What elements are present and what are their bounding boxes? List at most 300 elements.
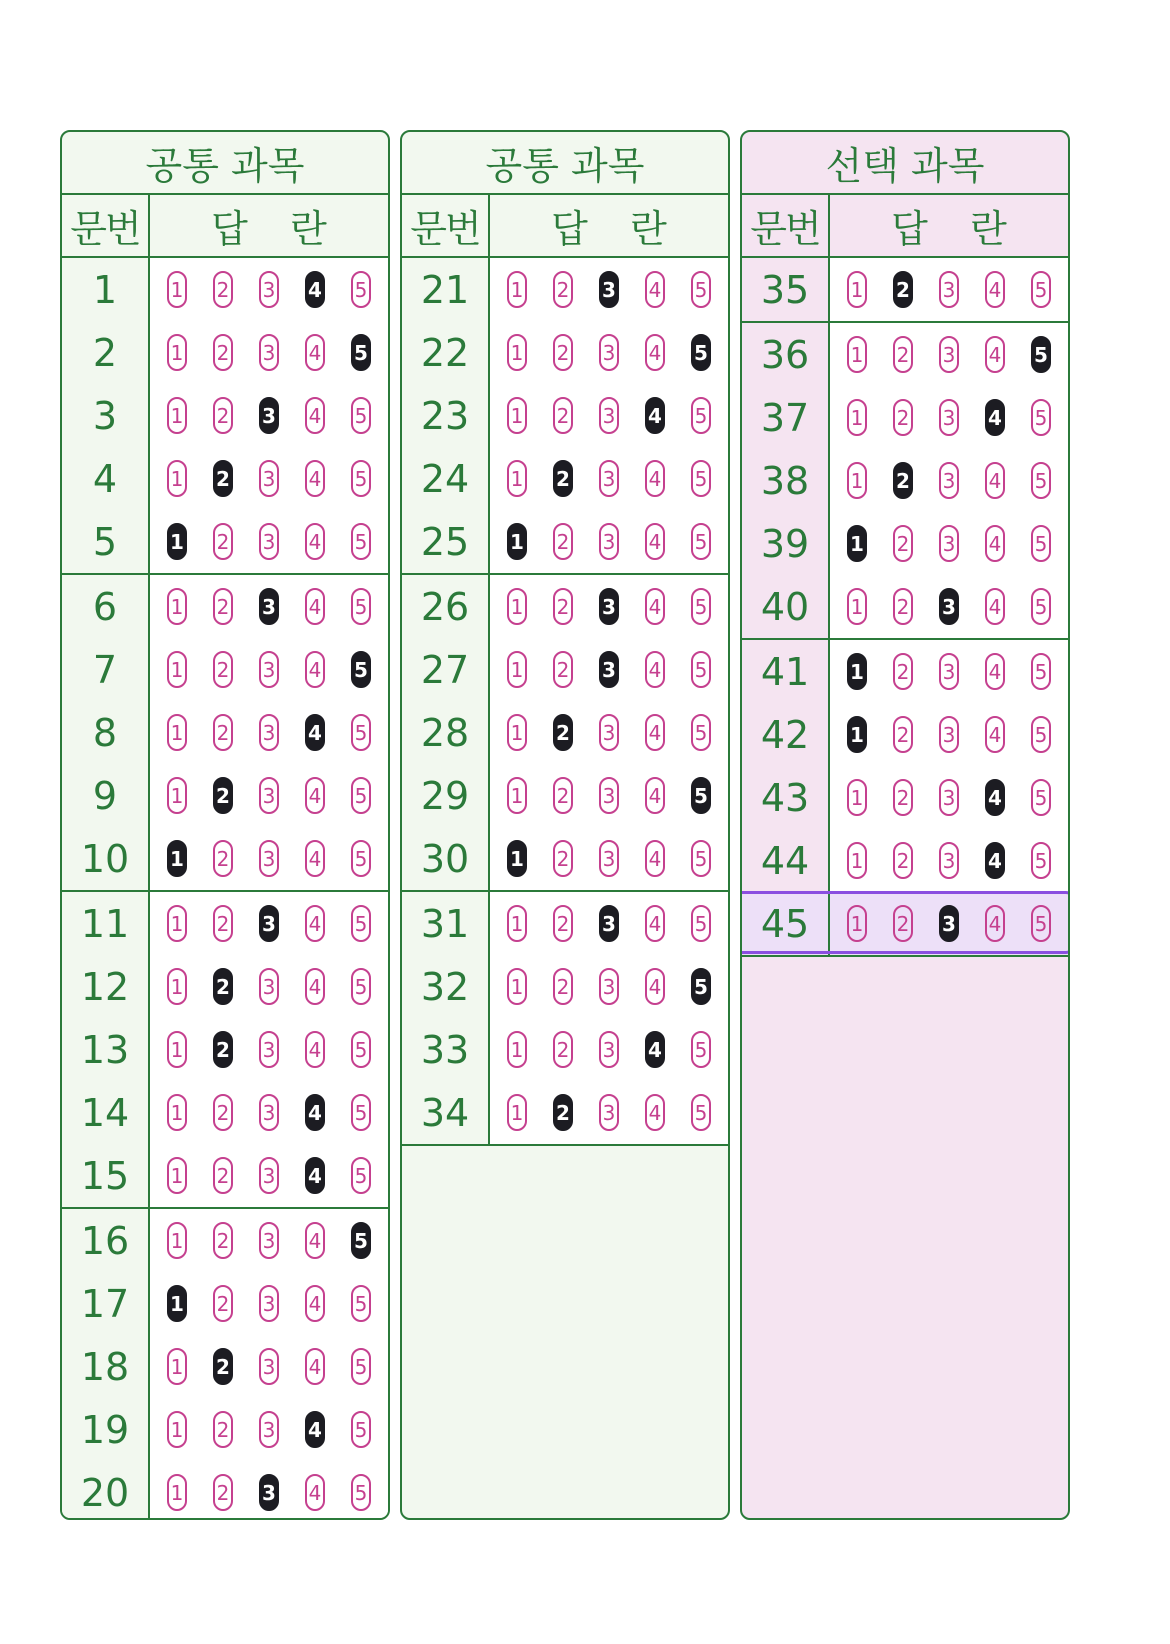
- answer-bubble[interactable]: 2: [213, 1222, 233, 1259]
- answer-options: [150, 1335, 388, 1398]
- question-row: [402, 638, 728, 701]
- question-number: 30: [402, 827, 490, 890]
- marked-answer-bubble[interactable]: 1: [167, 523, 187, 560]
- answer-bubble[interactable]: 2: [553, 523, 573, 560]
- answer-bubble[interactable]: 2: [893, 779, 913, 816]
- answer-bubble[interactable]: 3: [599, 840, 619, 877]
- question-row: [62, 384, 388, 447]
- marked-answer-bubble[interactable]: 2: [893, 462, 913, 499]
- marked-answer-bubble[interactable]: 3: [599, 905, 619, 942]
- question-row: [402, 510, 728, 573]
- answer-bubble[interactable]: 3: [259, 460, 279, 497]
- answer-bubble[interactable]: 2: [893, 905, 913, 942]
- answer-bubble[interactable]: 5: [351, 460, 371, 497]
- answer-bubble[interactable]: 4: [645, 334, 665, 371]
- answer-column-3: [740, 130, 1070, 1520]
- answer-bubble[interactable]: 5: [691, 271, 711, 308]
- answer-bubble[interactable]: 4: [645, 905, 665, 942]
- answer-options: [150, 258, 388, 321]
- marked-answer-bubble[interactable]: 1: [507, 523, 527, 560]
- answer-bubble[interactable]: 5: [351, 1285, 371, 1322]
- answer-bubble[interactable]: 1: [847, 336, 867, 373]
- marked-answer-bubble[interactable]: 4: [985, 842, 1005, 879]
- answer-bubble[interactable]: 2: [213, 1157, 233, 1194]
- question-number: 8: [62, 701, 150, 764]
- question-row: [742, 640, 1068, 703]
- answer-bubble[interactable]: 3: [599, 968, 619, 1005]
- answer-bubble[interactable]: 1: [507, 777, 527, 814]
- answer-bubble[interactable]: 5: [1031, 842, 1051, 879]
- answer-bubble[interactable]: 1: [847, 905, 867, 942]
- question-row: [742, 258, 1068, 321]
- answer-bubble[interactable]: 1: [847, 842, 867, 879]
- answer-bubble[interactable]: 5: [351, 714, 371, 751]
- answer-bubble[interactable]: 5: [1031, 462, 1051, 499]
- answer-bubble[interactable]: 4: [305, 460, 325, 497]
- answer-bubble[interactable]: 3: [939, 716, 959, 753]
- answer-bubble[interactable]: 4: [985, 716, 1005, 753]
- question-row: [62, 701, 388, 764]
- answer-bubble[interactable]: 1: [847, 779, 867, 816]
- answer-bubble[interactable]: 4: [645, 1094, 665, 1131]
- marked-answer-bubble[interactable]: 3: [939, 588, 959, 625]
- answer-bubble[interactable]: 1: [167, 1348, 187, 1385]
- marked-answer-bubble[interactable]: 4: [985, 779, 1005, 816]
- marked-answer-bubble[interactable]: 3: [599, 588, 619, 625]
- answer-column-1: [60, 130, 390, 1520]
- answer-options: [150, 892, 388, 955]
- answer-bubble[interactable]: 1: [167, 460, 187, 497]
- marked-answer-bubble[interactable]: 4: [305, 714, 325, 751]
- answer-bubble[interactable]: 4: [985, 905, 1005, 942]
- answer-options: [150, 447, 388, 510]
- question-group: [742, 640, 1068, 957]
- answer-bubble[interactable]: 3: [939, 653, 959, 690]
- answer-bubble[interactable]: 1: [507, 968, 527, 1005]
- answer-bubble[interactable]: 2: [553, 1031, 573, 1068]
- question-row: [62, 1335, 388, 1398]
- answer-bubble[interactable]: 4: [985, 525, 1005, 562]
- answer-bubble[interactable]: 3: [259, 714, 279, 751]
- answer-bubble[interactable]: 3: [259, 1157, 279, 1194]
- answer-bubble[interactable]: 5: [691, 397, 711, 434]
- marked-answer-bubble[interactable]: 2: [213, 968, 233, 1005]
- question-group: [742, 323, 1068, 640]
- answer-bubble[interactable]: 2: [213, 334, 233, 371]
- answer-bubble[interactable]: 5: [691, 523, 711, 560]
- question-group: [62, 258, 388, 575]
- answer-bubble[interactable]: 5: [691, 1094, 711, 1131]
- answer-bubble[interactable]: 5: [351, 1411, 371, 1448]
- answer-options: [150, 764, 388, 827]
- answer-bubble[interactable]: 4: [645, 523, 665, 560]
- answer-bubble[interactable]: 1: [507, 334, 527, 371]
- marked-answer-bubble[interactable]: 5: [691, 968, 711, 1005]
- question-row: [62, 258, 388, 321]
- answer-bubble[interactable]: 2: [893, 653, 913, 690]
- answer-bubble[interactable]: 2: [893, 525, 913, 562]
- answer-bubble[interactable]: 3: [259, 968, 279, 1005]
- answer-bubble[interactable]: 2: [213, 840, 233, 877]
- answer-column-2: [400, 130, 730, 1520]
- answer-bubble[interactable]: 2: [213, 588, 233, 625]
- marked-answer-bubble[interactable]: 1: [507, 840, 527, 877]
- answer-bubble[interactable]: 5: [1031, 716, 1051, 753]
- answer-options: [490, 638, 728, 701]
- question-row: [742, 386, 1068, 449]
- answer-bubble[interactable]: 4: [305, 334, 325, 371]
- answer-bubble[interactable]: 2: [213, 1411, 233, 1448]
- answer-bubble[interactable]: 2: [213, 905, 233, 942]
- answer-header-char: 란: [290, 207, 327, 251]
- answer-bubble[interactable]: 3: [599, 523, 619, 560]
- answer-bubble[interactable]: 3: [599, 714, 619, 751]
- answer-bubble[interactable]: 3: [259, 1348, 279, 1385]
- marked-answer-bubble[interactable]: 2: [213, 460, 233, 497]
- answer-bubble[interactable]: 1: [167, 1411, 187, 1448]
- answer-bubble[interactable]: 4: [305, 968, 325, 1005]
- answer-bubble[interactable]: 3: [259, 1222, 279, 1259]
- answer-bubble[interactable]: 2: [553, 397, 573, 434]
- answer-options: [830, 512, 1068, 575]
- answer-bubble[interactable]: 4: [645, 777, 665, 814]
- marked-answer-bubble[interactable]: 3: [939, 905, 959, 942]
- question-group: [62, 1209, 388, 1520]
- answer-bubble[interactable]: 5: [351, 523, 371, 560]
- answer-bubble[interactable]: 3: [259, 651, 279, 688]
- marked-answer-bubble[interactable]: 4: [305, 1094, 325, 1131]
- answer-bubble[interactable]: 2: [893, 336, 913, 373]
- answer-bubble[interactable]: 4: [985, 336, 1005, 373]
- answer-bubble[interactable]: 4: [305, 651, 325, 688]
- answer-bubble[interactable]: 3: [599, 397, 619, 434]
- answer-bubble[interactable]: 5: [351, 271, 371, 308]
- answer-bubble[interactable]: 4: [985, 653, 1005, 690]
- answer-bubble[interactable]: 5: [691, 714, 711, 751]
- question-row: [742, 829, 1068, 892]
- question-number: 33: [402, 1018, 490, 1081]
- answer-bubble[interactable]: 4: [305, 840, 325, 877]
- answer-bubble[interactable]: 1: [167, 1157, 187, 1194]
- answer-bubble[interactable]: 4: [305, 777, 325, 814]
- answer-bubble[interactable]: 3: [939, 779, 959, 816]
- answer-bubble[interactable]: 2: [893, 399, 913, 436]
- question-number: 3: [62, 384, 150, 447]
- answer-bubble[interactable]: 2: [213, 714, 233, 751]
- answer-bubble[interactable]: 2: [553, 968, 573, 1005]
- answer-bubble[interactable]: 4: [645, 714, 665, 751]
- question-number: 31: [402, 892, 490, 955]
- answer-bubble[interactable]: 1: [167, 1222, 187, 1259]
- answer-bubble[interactable]: 1: [847, 399, 867, 436]
- marked-answer-bubble[interactable]: 3: [259, 905, 279, 942]
- question-number: 41: [742, 640, 830, 703]
- answer-bubble[interactable]: 5: [351, 1348, 371, 1385]
- answer-bubble[interactable]: 2: [213, 271, 233, 308]
- marked-answer-bubble[interactable]: 4: [305, 1411, 325, 1448]
- answer-bubble[interactable]: 4: [305, 1348, 325, 1385]
- question-row: [402, 955, 728, 1018]
- answer-options: [150, 1398, 388, 1461]
- answer-bubble[interactable]: 3: [259, 523, 279, 560]
- answer-bubble[interactable]: 5: [1031, 525, 1051, 562]
- answer-bubble[interactable]: 3: [599, 1031, 619, 1068]
- question-row: [402, 1081, 728, 1144]
- question-row: [742, 449, 1068, 512]
- answer-bubble[interactable]: 4: [305, 523, 325, 560]
- answer-bubble[interactable]: 2: [893, 588, 913, 625]
- answer-bubble[interactable]: 5: [351, 905, 371, 942]
- answer-bubble[interactable]: 4: [305, 397, 325, 434]
- answer-bubble[interactable]: 4: [985, 588, 1005, 625]
- question-row: [62, 447, 388, 510]
- answer-bubble[interactable]: 5: [691, 651, 711, 688]
- answer-bubble[interactable]: 1: [167, 714, 187, 751]
- answer-bubble[interactable]: 5: [351, 588, 371, 625]
- answer-bubble[interactable]: 3: [939, 336, 959, 373]
- question-number: 38: [742, 449, 830, 512]
- answer-options: [490, 510, 728, 573]
- answer-bubble[interactable]: 3: [939, 462, 959, 499]
- question-number: 11: [62, 892, 150, 955]
- answer-bubble[interactable]: 2: [893, 716, 913, 753]
- answer-bubble[interactable]: 2: [553, 588, 573, 625]
- answer-bubble[interactable]: 5: [1031, 588, 1051, 625]
- answer-bubble[interactable]: 1: [167, 651, 187, 688]
- marked-answer-bubble[interactable]: 3: [599, 271, 619, 308]
- marked-answer-bubble[interactable]: 5: [351, 1222, 371, 1259]
- column-title: 공통 과목: [62, 132, 388, 195]
- question-number: 9: [62, 764, 150, 827]
- marked-answer-bubble[interactable]: 5: [351, 334, 371, 371]
- answer-bubble[interactable]: 5: [351, 1031, 371, 1068]
- marked-answer-bubble[interactable]: 2: [213, 1348, 233, 1385]
- answer-bubble[interactable]: 3: [259, 777, 279, 814]
- question-number: 43: [742, 766, 830, 829]
- answer-bubble[interactable]: 3: [259, 1285, 279, 1322]
- answer-bubble[interactable]: 1: [167, 968, 187, 1005]
- answer-bubble[interactable]: 1: [167, 334, 187, 371]
- answer-bubble[interactable]: 1: [507, 651, 527, 688]
- question-row: [62, 1398, 388, 1461]
- marked-answer-bubble[interactable]: 2: [213, 1031, 233, 1068]
- answer-bubble[interactable]: 1: [507, 905, 527, 942]
- answer-bubble[interactable]: 3: [259, 334, 279, 371]
- marked-answer-bubble[interactable]: 1: [847, 525, 867, 562]
- question-number: 16: [62, 1209, 150, 1272]
- answer-bubble[interactable]: 1: [167, 1474, 187, 1511]
- question-row: [62, 575, 388, 638]
- answer-bubble[interactable]: 2: [213, 523, 233, 560]
- answer-bubble[interactable]: 3: [939, 842, 959, 879]
- answer-bubble[interactable]: 4: [645, 271, 665, 308]
- answer-bubble[interactable]: 5: [691, 905, 711, 942]
- answer-bubble[interactable]: 1: [167, 905, 187, 942]
- answer-bubble[interactable]: 4: [985, 462, 1005, 499]
- answer-bubble[interactable]: 4: [305, 1031, 325, 1068]
- marked-answer-bubble[interactable]: 3: [259, 588, 279, 625]
- answer-options: [830, 258, 1068, 321]
- marked-answer-bubble[interactable]: 3: [259, 397, 279, 434]
- answer-bubble[interactable]: 3: [259, 840, 279, 877]
- answer-bubble[interactable]: 4: [305, 905, 325, 942]
- answer-bubble[interactable]: 3: [599, 460, 619, 497]
- answer-bubble[interactable]: 5: [351, 397, 371, 434]
- question-number: 14: [62, 1081, 150, 1144]
- answer-bubble[interactable]: 4: [645, 968, 665, 1005]
- answer-header-char: 란: [970, 207, 1007, 251]
- question-row: [742, 766, 1068, 829]
- answer-options: [490, 447, 728, 510]
- question-number: 44: [742, 829, 830, 892]
- answer-bubble[interactable]: 2: [213, 1094, 233, 1131]
- answer-bubble[interactable]: 2: [553, 271, 573, 308]
- answer-bubble[interactable]: 5: [1031, 905, 1051, 942]
- answer-bubble[interactable]: 3: [259, 1094, 279, 1131]
- answer-bubble[interactable]: 3: [939, 525, 959, 562]
- answer-bubble[interactable]: 4: [305, 1285, 325, 1322]
- marked-answer-bubble[interactable]: 2: [553, 714, 573, 751]
- column-title: 선택 과목: [742, 132, 1068, 195]
- answer-options: [150, 638, 388, 701]
- answer-options: [150, 1272, 388, 1335]
- answer-bubble[interactable]: 4: [645, 840, 665, 877]
- answer-bubble[interactable]: 5: [1031, 271, 1051, 308]
- answer-bubble[interactable]: 5: [351, 777, 371, 814]
- answer-bubble[interactable]: 5: [351, 1157, 371, 1194]
- answer-bubble[interactable]: 2: [213, 397, 233, 434]
- answer-bubble[interactable]: 4: [305, 1222, 325, 1259]
- answer-bubble[interactable]: 1: [507, 271, 527, 308]
- answer-options: [490, 258, 728, 321]
- answer-bubble[interactable]: 1: [167, 588, 187, 625]
- answer-bubble[interactable]: 2: [553, 334, 573, 371]
- answer-bubble[interactable]: 5: [351, 1474, 371, 1511]
- marked-answer-bubble[interactable]: 4: [305, 1157, 325, 1194]
- marked-answer-bubble[interactable]: 4: [985, 399, 1005, 436]
- question-number: 13: [62, 1018, 150, 1081]
- marked-answer-bubble[interactable]: 2: [553, 460, 573, 497]
- marked-answer-bubble[interactable]: 1: [847, 653, 867, 690]
- answer-bubble[interactable]: 5: [1031, 653, 1051, 690]
- answer-bubble[interactable]: 2: [213, 651, 233, 688]
- answer-bubble[interactable]: 3: [259, 271, 279, 308]
- answer-bubble[interactable]: 2: [553, 651, 573, 688]
- answer-bubble[interactable]: 2: [893, 842, 913, 879]
- answer-bubble[interactable]: 4: [645, 588, 665, 625]
- answer-bubble[interactable]: 5: [351, 968, 371, 1005]
- answer-bubble[interactable]: 1: [167, 1094, 187, 1131]
- question-row: [742, 703, 1068, 766]
- answer-bubble[interactable]: 1: [167, 397, 187, 434]
- answer-bubble[interactable]: 2: [553, 840, 573, 877]
- answer-options: [830, 829, 1068, 892]
- column-subheader: [742, 195, 1068, 258]
- question-row: [402, 575, 728, 638]
- answer-bubble[interactable]: 1: [847, 588, 867, 625]
- question-row: [62, 321, 388, 384]
- answer-bubble[interactable]: 5: [1031, 779, 1051, 816]
- answer-bubble[interactable]: 1: [507, 460, 527, 497]
- marked-answer-bubble[interactable]: 1: [167, 840, 187, 877]
- answer-bubble[interactable]: 3: [259, 1411, 279, 1448]
- marked-answer-bubble[interactable]: 4: [645, 397, 665, 434]
- question-number: 22: [402, 321, 490, 384]
- answer-options: [150, 575, 388, 638]
- answer-bubble[interactable]: 3: [259, 1031, 279, 1068]
- marked-answer-bubble[interactable]: 5: [691, 334, 711, 371]
- question-number: 25: [402, 510, 490, 573]
- marked-answer-bubble[interactable]: 5: [1031, 336, 1051, 373]
- answer-header-char: 답: [551, 207, 588, 251]
- answer-bubble[interactable]: 4: [305, 1474, 325, 1511]
- question-number: 7: [62, 638, 150, 701]
- answer-bubble[interactable]: 3: [939, 399, 959, 436]
- marked-answer-bubble[interactable]: 3: [259, 1474, 279, 1511]
- answer-bubble[interactable]: 1: [507, 397, 527, 434]
- answer-bubble[interactable]: 1: [847, 271, 867, 308]
- answer-bubble[interactable]: 2: [213, 1474, 233, 1511]
- answer-bubble[interactable]: 1: [507, 1031, 527, 1068]
- answer-bubble[interactable]: 5: [351, 1094, 371, 1131]
- answer-bubble[interactable]: 3: [939, 271, 959, 308]
- answer-bubble[interactable]: 5: [691, 840, 711, 877]
- marked-answer-bubble[interactable]: 3: [599, 651, 619, 688]
- answer-options: [830, 640, 1068, 703]
- answer-bubble[interactable]: 1: [167, 271, 187, 308]
- answer-bubble[interactable]: 5: [691, 460, 711, 497]
- answer-bubble[interactable]: 1: [507, 714, 527, 751]
- marked-answer-bubble[interactable]: 1: [167, 1285, 187, 1322]
- answer-bubble[interactable]: 4: [645, 651, 665, 688]
- answer-bubble[interactable]: 3: [599, 1094, 619, 1131]
- marked-answer-bubble[interactable]: 4: [645, 1031, 665, 1068]
- marked-answer-bubble[interactable]: 2: [893, 271, 913, 308]
- marked-answer-bubble[interactable]: 2: [213, 777, 233, 814]
- answer-bubble[interactable]: 2: [553, 905, 573, 942]
- answer-bubble[interactable]: 5: [351, 840, 371, 877]
- answer-bubble[interactable]: 4: [305, 588, 325, 625]
- question-group: [62, 892, 388, 1209]
- marked-answer-bubble[interactable]: 5: [351, 651, 371, 688]
- question-row: [742, 575, 1068, 638]
- answer-bubble[interactable]: 3: [599, 334, 619, 371]
- answer-bubble[interactable]: 1: [167, 1031, 187, 1068]
- answer-bubble[interactable]: 2: [553, 777, 573, 814]
- question-number: 42: [742, 703, 830, 766]
- answer-options: [830, 703, 1068, 766]
- marked-answer-bubble[interactable]: 5: [691, 777, 711, 814]
- marked-answer-bubble[interactable]: 4: [305, 271, 325, 308]
- answer-options: [490, 321, 728, 384]
- marked-answer-bubble[interactable]: 1: [847, 716, 867, 753]
- answer-bubble[interactable]: 3: [599, 777, 619, 814]
- marked-answer-bubble[interactable]: 2: [553, 1094, 573, 1131]
- answer-bubble[interactable]: 1: [507, 588, 527, 625]
- answer-bubble[interactable]: 4: [645, 460, 665, 497]
- answer-bubble[interactable]: 1: [167, 777, 187, 814]
- answer-bubble[interactable]: 2: [213, 1285, 233, 1322]
- answer-bubble[interactable]: 5: [1031, 399, 1051, 436]
- answer-bubble[interactable]: 5: [691, 1031, 711, 1068]
- answer-options: [150, 1144, 388, 1207]
- answer-bubble[interactable]: 4: [985, 271, 1005, 308]
- answer-bubble[interactable]: 1: [507, 1094, 527, 1131]
- answer-bubble[interactable]: 1: [847, 462, 867, 499]
- answer-bubble[interactable]: 5: [691, 588, 711, 625]
- answer-options: [830, 766, 1068, 829]
- question-row: [742, 512, 1068, 575]
